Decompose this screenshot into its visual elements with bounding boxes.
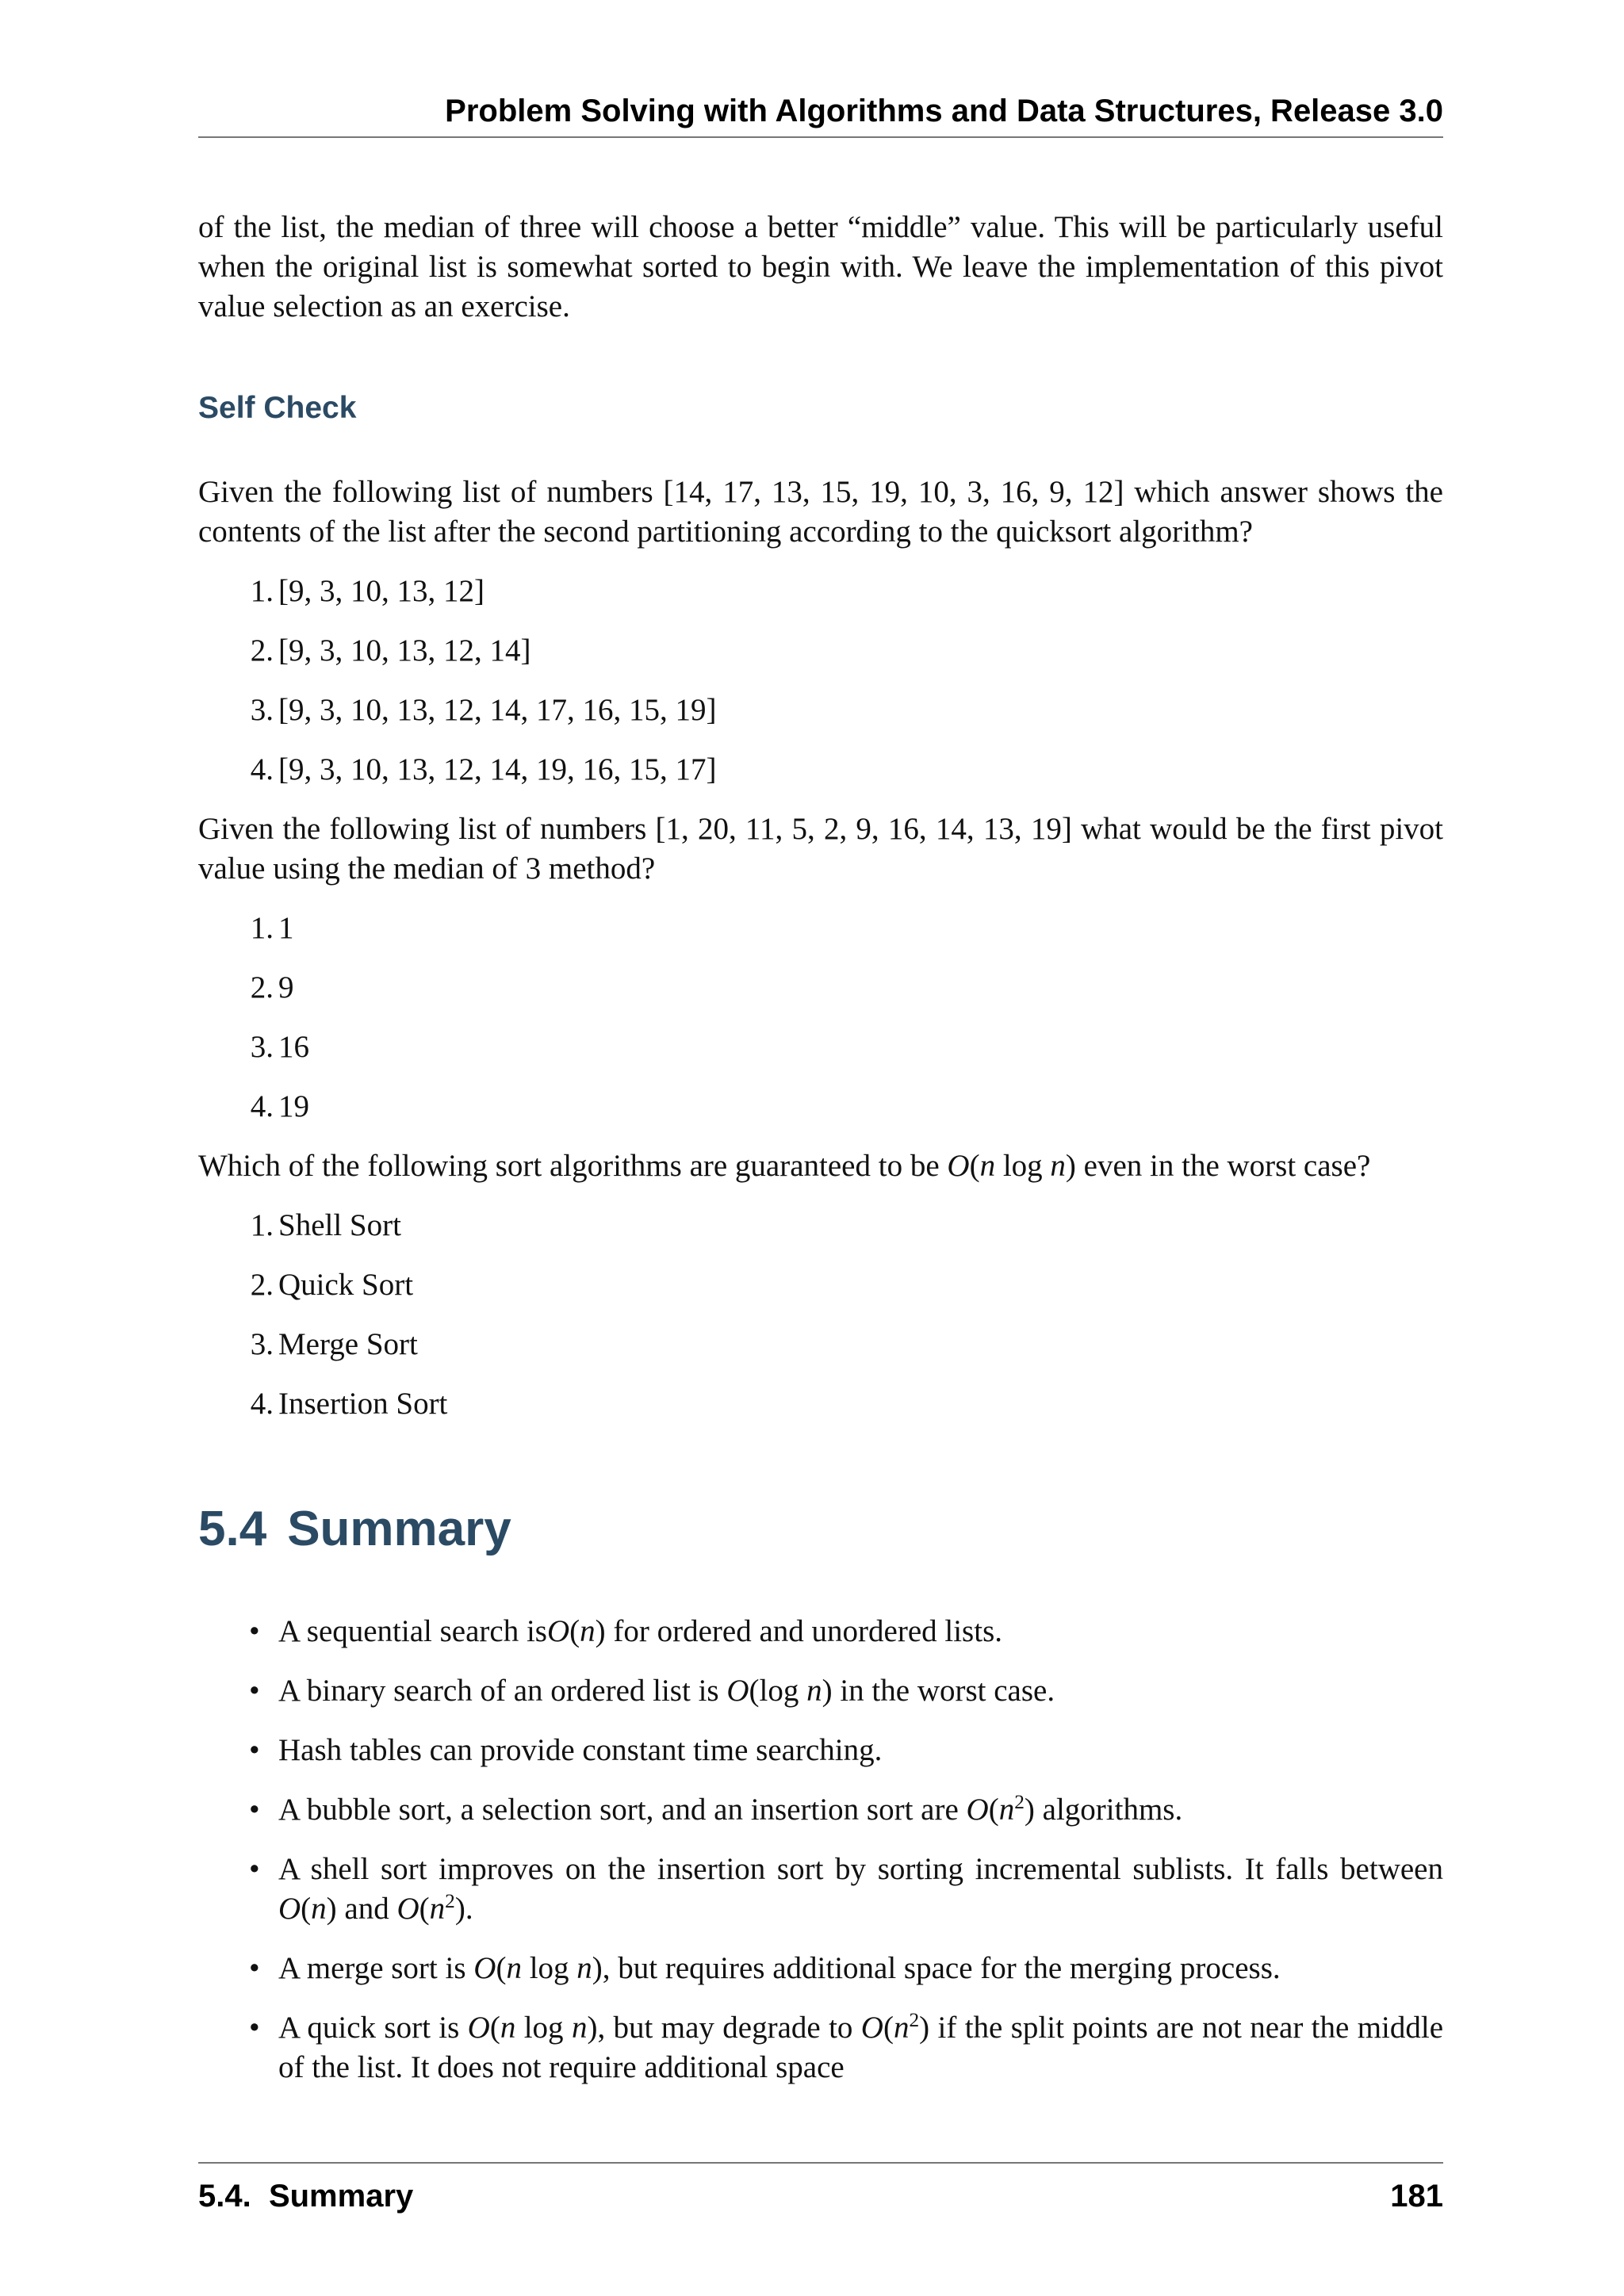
option-number: 2.: [250, 970, 274, 1004]
option-text: 1: [278, 911, 294, 945]
q2-text-before: Given the following list of numbers: [198, 812, 656, 846]
q2-option[interactable]: [198, 1087, 1443, 1146]
q1-option[interactable]: [198, 572, 1443, 631]
option-number: 3.: [250, 693, 274, 727]
q2-list: [1, 20, 11, 5, 2, 9, 16, 14, 13, 19]: [655, 812, 1072, 846]
running-header: Problem Solving with Algorithms and Data Structures, Release 3.0: [445, 94, 1443, 128]
option-number: 2.: [250, 633, 274, 668]
option-number: 2.: [250, 1268, 274, 1302]
option-text: [9, 3, 10, 13, 12, 14, 19, 16, 15, 17]: [278, 752, 717, 786]
footer-rule: [198, 2162, 1443, 2164]
option-text: [9, 3, 10, 13, 12]: [278, 574, 485, 608]
q3-text-after: even in the worst case?: [1075, 1149, 1371, 1183]
self-check-heading: Self Check: [198, 391, 357, 425]
page: Problem Solving with Algorithms and Data Structures, Release 3.0 of the list, the median of three will choose a better “middle” value. This will be particularly useful when the original list is somewhat sorted to begin with. We leave the implementation of this pivot value selection as an exercise. Self Check Given the following list of numbers [14, 17, 13, 15, 19, 10, 3, 16, 9, 12] which answer shows the contents of the list after the second partitioning according to the quicksort algorithm? 1. [9, 3, 10, 13, 12] 2. [9, 3, 10, 13, 12, 14] 3. [9, 3, 10, 13, 12, 14, 17, 16, 15, 19] 4. [9, 3, 10, 13, 12, 14, 19, 16, 15, 17] Given the following list of numbers [1, 20, 11, 5, 2, 9, 16, 14, 13, 19] what would be the first pivot value using the median of 3 method? 1. 1 2. 9 3. 16 4. 19 Which of the following sort algorithms are guaranteed to be O(n log n) even in the worst case? 1. Shell Sort 2. Quick Sort 3. Merge Sort 4. Insertion Sort 5.4 Summary • A sequential search isO(n) for ordered and unordered lists. • A binary search of an ordered list is O(log n) in the worst case. • Hash tables can provide constant time searching. • A bubble sort, a selection sort, and an insertion sort are $O(n^2)$ algorithms. • A shell sort improves on the insertion sort by sorting incremental sublists. It falls between O(n) and $O(n^2)$. • A merge sort is O(n log n), but requires additional space for the merging process. • A quick sort is O(n log n), but may degrade to $O(n^2)$ if the split points are not near the middle of the list. It does not require additional space 5.4. Summary 181: [198, 94, 1444, 2214]
question-2: [198, 809, 1443, 889]
option-text: Shell Sort: [278, 1208, 401, 1242]
q3-option[interactable]: [198, 1206, 1443, 1265]
q2-option[interactable]: [198, 968, 1443, 1027]
q1-text-after: which answer shows the contents of the list after the second partitioning according to the quicksort algorithm?: [198, 475, 1443, 549]
option-text: 19: [278, 1089, 309, 1123]
option-number: 1.: [250, 911, 274, 945]
intro-paragraph: of the list, the median of three will choose a better “middle” value. This will be particularly useful when the original list is somewhat sorted to begin with. We leave the implementation of this pivot value selection as an exercise.: [198, 210, 1443, 323]
option-number: 1.: [250, 1208, 274, 1242]
option-number: 4.: [250, 752, 274, 786]
q3-text-before: Which of the following sort algorithms are guaranteed to be: [198, 1149, 948, 1183]
q2-option[interactable]: [198, 909, 1443, 968]
q1-option[interactable]: [198, 691, 1443, 750]
option-text: Quick Sort: [278, 1268, 414, 1302]
section-title-text: Summary: [287, 1502, 511, 1556]
q2-option[interactable]: [198, 1027, 1443, 1087]
question-1: [198, 473, 1443, 552]
question-3: [198, 1146, 1443, 1186]
section-heading: [198, 1501, 511, 1557]
q1-option[interactable]: [198, 750, 1443, 809]
q1-options: [198, 572, 1443, 809]
q2-options: [198, 909, 1443, 1146]
option-text: Insertion Sort: [278, 1387, 448, 1421]
footer-section: 5.4. Summary: [198, 2179, 414, 2214]
header-rule: [198, 136, 1443, 138]
q1-option[interactable]: [198, 631, 1443, 691]
option-number: 1.: [250, 574, 274, 608]
q1-list: [14, 17, 13, 15, 19, 10, 3, 16, 9, 12]: [663, 475, 1124, 509]
option-text: [9, 3, 10, 13, 12, 14]: [278, 633, 531, 668]
q3-complexity: O(n log n): [947, 1149, 1076, 1183]
q3-option[interactable]: [198, 1265, 1443, 1325]
option-text: [9, 3, 10, 13, 12, 14, 17, 16, 15, 19]: [278, 693, 717, 727]
page-number: 181: [1390, 2179, 1443, 2214]
option-number: 3.: [250, 1030, 274, 1064]
q3-option[interactable]: [198, 1325, 1443, 1384]
option-number: 4.: [250, 1089, 274, 1123]
section-number: 5.4: [198, 1502, 267, 1556]
option-number: 4.: [250, 1387, 274, 1421]
option-text: 9: [278, 970, 294, 1004]
q2-text-mid: what would be the first pivot value using the median of: [198, 812, 1443, 886]
option-text: 16: [278, 1030, 309, 1064]
q3-option[interactable]: [198, 1384, 1443, 1444]
option-number: 3.: [250, 1327, 274, 1361]
option-text: Merge Sort: [278, 1327, 418, 1361]
q1-text-before: Given the following list of numbers: [198, 475, 664, 509]
q2-text-after: method?: [541, 851, 656, 886]
q3-options: [198, 1206, 1443, 1444]
q2-three: 3: [525, 851, 542, 886]
